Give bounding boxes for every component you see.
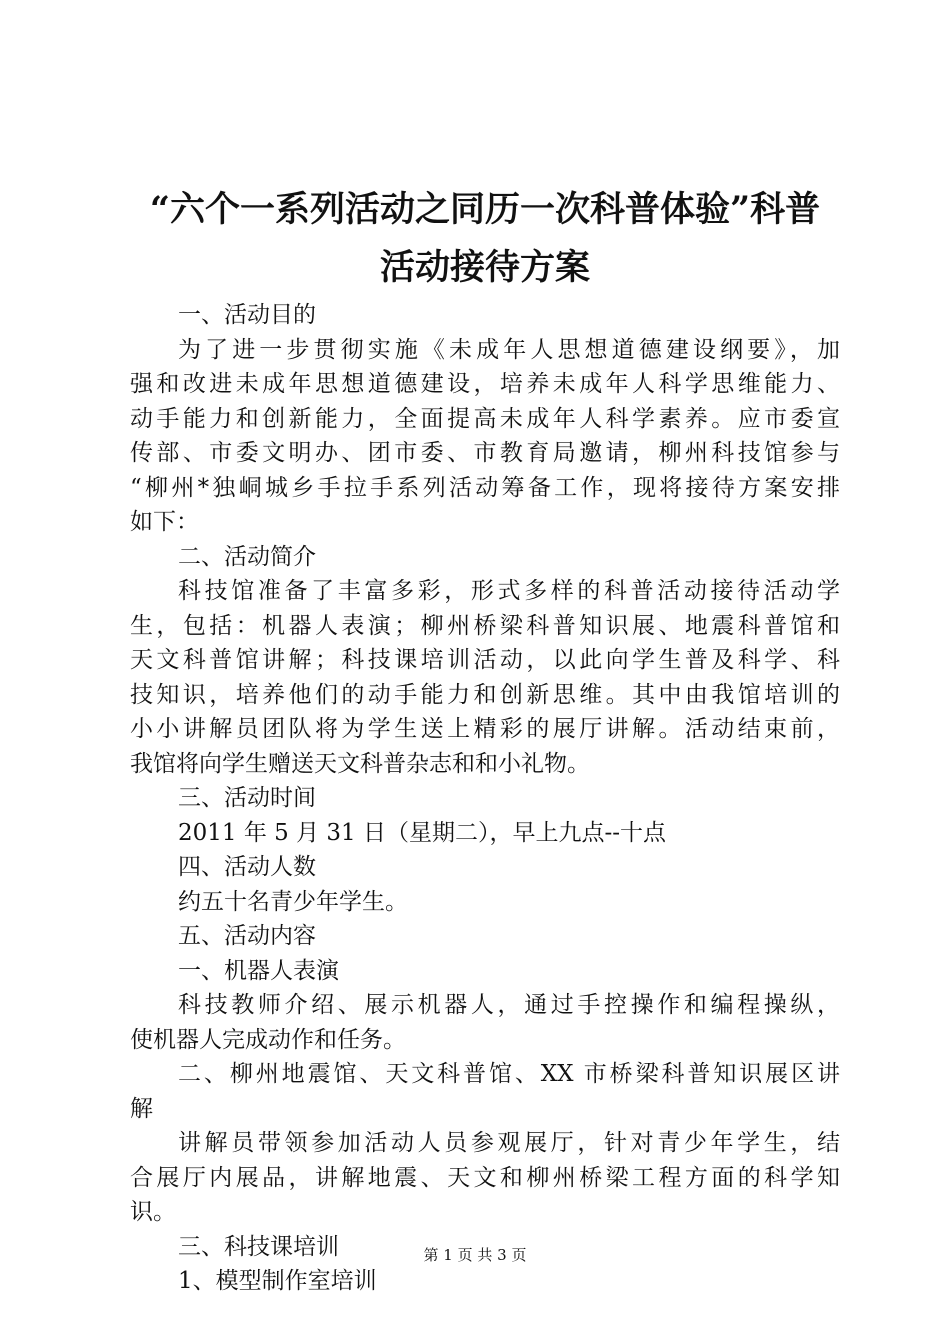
paragraph-line: 2011 年 5 月 31 日（星期二），早上九点--十点 — [178, 819, 667, 846]
paragraph-line: 合展厅内展品，讲解地震、天文和柳州桥梁工程方面的科学知 — [130, 1164, 840, 1191]
paragraph-line: 解 — [130, 1095, 153, 1122]
paragraph-line: 动手能力和创新能力，全面提高未成年人科学素养。应市委宣 — [130, 405, 840, 432]
paragraph-line: 科技馆准备了丰富多彩，形式多样的科普活动接待活动学 — [178, 578, 840, 604]
document-title-line-2: 活动接待方案 — [379, 247, 590, 288]
paragraph-line: “柳州*独峒城乡手拉手系列活动筹备工作，现将接待方案安排 — [130, 474, 840, 501]
paragraph-line: 讲解员带领参加活动人员参观展厅，针对青少年学生，结 — [178, 1130, 840, 1156]
paragraph-line: 约五十名青少年学生。 — [178, 888, 408, 915]
paragraph-line: 技知识，培养他们的动手能力和创新思维。其中由我馆培训的 — [130, 681, 840, 708]
subsection-heading-robot: 一、机器人表演 — [178, 957, 339, 984]
paragraph-line: 科技教师介绍、展示机器人，通过手控操作和编程操纵， — [178, 992, 840, 1018]
document-title-line-1: “六个一系列活动之同历一次科普体验”科普 — [149, 189, 821, 230]
document-body — [130, 298, 840, 1299]
paragraph-line: 生，包括：机器人表演；柳州桥梁科普知识展、地震科普馆和 — [130, 612, 840, 639]
subsection-heading-exhibits: 二、柳州地震馆、天文科普馆、XX 市桥梁科普知识展区讲 — [178, 1061, 840, 1087]
paragraph-line: 为了进一步贯彻实施《未成年人思想道德建设纲要》，加 — [178, 336, 840, 363]
list-item: 1、模型制作室培训 — [178, 1268, 377, 1294]
paragraph-line: 识。 — [130, 1199, 176, 1225]
section-heading-time: 三、活动时间 — [178, 785, 316, 811]
paragraph-line: 天文科普馆讲解；科技课培训活动，以此向学生普及科学、科 — [130, 647, 840, 673]
section-heading-count: 四、活动人数 — [178, 854, 316, 880]
section-heading-purpose: 一、活动目的 — [178, 302, 316, 328]
paragraph-line: 强和改进未成年思想道德建设，培养未成年人科学思维能力、 — [130, 371, 840, 397]
subsection-heading-training: 三、科技课培训 — [178, 1233, 339, 1260]
paragraph-line: 小小讲解员团队将为学生送上精彩的展厅讲解。活动结束前， — [130, 716, 840, 742]
section-heading-intro: 二、活动简介 — [178, 543, 316, 570]
paragraph-line: 如下： — [130, 509, 199, 535]
section-heading-content: 五、活动内容 — [178, 923, 316, 949]
paragraph-line: 使机器人完成动作和任务。 — [130, 1026, 406, 1053]
page-footer: 第 1 页 共 3 页 — [423, 1246, 527, 1264]
paragraph-line: 传部、市委文明办、团市委、市教育局邀请，柳州科技馆参与 — [130, 440, 840, 466]
paragraph-line: 我馆将向学生赠送天文科普杂志和和小礼物。 — [130, 750, 590, 777]
